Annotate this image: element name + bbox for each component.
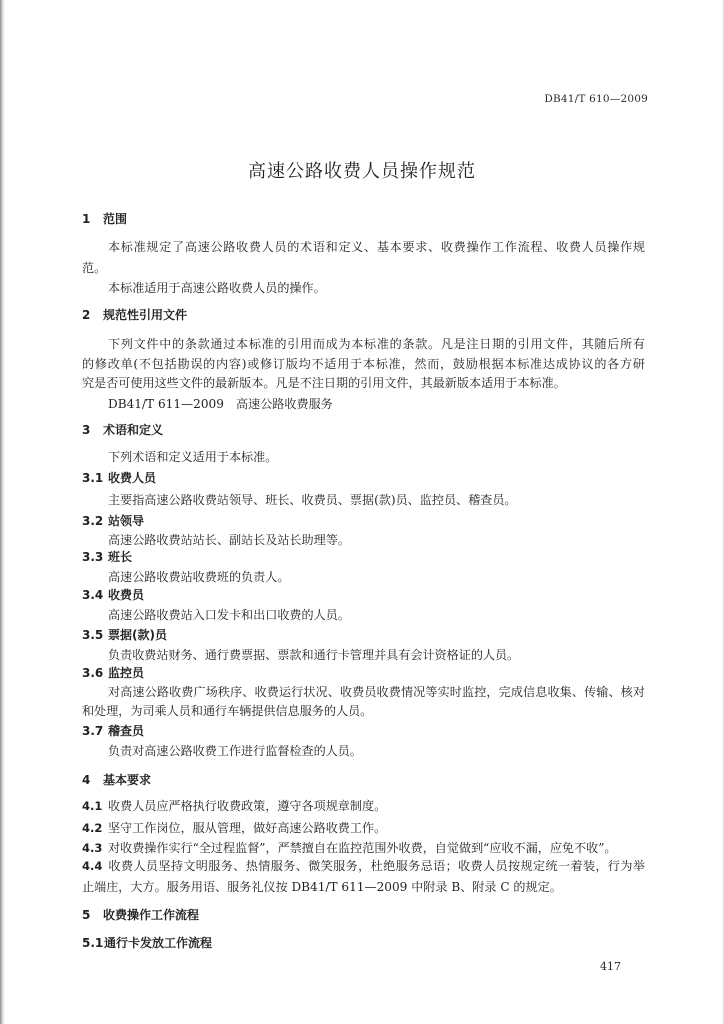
term-heading [82, 625, 645, 645]
term-heading [82, 468, 645, 488]
term-heading [82, 547, 645, 567]
item-number: 4.2 [82, 821, 103, 835]
section-number: 4 [82, 773, 91, 787]
section-heading-4 [82, 770, 645, 790]
item-text: 收费人员坚持文明服务、热情服务、微笑服务，杜绝服务忌语；收费人员按规定统一着装，行为举 [108, 859, 645, 873]
paragraph-line: 的修改单(不包括勘误的内容)或修订版均不适用于本标准，然而，鼓励根据本标准达成协议的各方研 [82, 356, 645, 371]
paragraph-line: 下列文件中的条款通过本标准的引用而成为本标准的条款。凡是注日期的引用文件，其随后所有 [108, 337, 645, 351]
subsection-heading [82, 933, 645, 953]
item-text: 对收费操作实行“全过程监督”，严禁擅自在监控范围外收费，自觉做到“应收不漏，应免不收”。 [108, 841, 617, 855]
paragraph-line: 本标准适用于高速公路收费人员的操作。 [108, 281, 326, 295]
definition-line: 高速公路收费站收费班的负责人。 [108, 570, 290, 584]
section-heading-3 [82, 420, 645, 440]
page-number: 417 [600, 960, 621, 973]
section-title: 术语和定义 [103, 423, 164, 437]
section-number: 2 [82, 308, 91, 322]
definition-line: 高速公路收费站站长、副站长及站长助理等。 [108, 533, 350, 547]
item-text: 收费人员应严格执行收费政策，遵守各项规章制度。 [108, 799, 387, 813]
subsection-number: 5.1 [82, 936, 104, 950]
term-number: 3.4 [82, 588, 104, 602]
section-heading-1 [82, 209, 645, 229]
definition-line: 负责对高速公路收费工作进行监督检查的人员。 [108, 744, 362, 758]
item-number: 4.3 [82, 841, 103, 855]
term-definition [82, 683, 645, 721]
subsection-title: 通行卡发放工作流程 [104, 936, 213, 950]
section-heading-5 [82, 905, 645, 925]
section-title: 基本要求 [103, 773, 152, 787]
term-definition [82, 567, 645, 587]
section-title: 范围 [103, 212, 128, 226]
term-name: 班长 [108, 550, 133, 564]
paragraph [82, 447, 645, 467]
term-heading [82, 721, 645, 741]
section-heading-2 [82, 305, 645, 325]
term-name: 稽查员 [108, 724, 145, 738]
scan-binding-shadow [0, 0, 5, 1024]
paragraph [82, 278, 645, 298]
requirement-item [82, 856, 645, 898]
term-number: 3.6 [82, 666, 104, 680]
term-definition [82, 741, 645, 761]
paragraph-line: 本标准规定了高速公路收费人员的术语和定义、基本要求、收费操作工作流程、收费人员操作规 [108, 240, 645, 254]
requirement-item [82, 818, 645, 838]
term-heading [82, 663, 645, 683]
section-number: 1 [82, 212, 91, 226]
document-title: 高速公路收费人员操作规范 [248, 161, 476, 182]
paragraph [82, 335, 645, 394]
item-number: 4.4 [82, 859, 103, 873]
paragraph-line: 究是否可使用这些文件的最新版本。凡是不注日期的引用文件，其最新版本适用于本标准。 [82, 376, 566, 390]
term-number: 3.3 [82, 550, 104, 564]
reference-text: DB41/T 611—2009 高速公路收费服务 [108, 397, 333, 411]
definition-line: 对高速公路收费广场秩序、收费运行状况、收费员收费情况等实时监控，完成信息收集、传输、核对 [108, 685, 645, 699]
term-number: 3.5 [82, 628, 104, 642]
term-number: 3.7 [82, 724, 104, 738]
definition-line: 负责收费站财务、通行费票据、票款和通行卡管理并具有会计资格证的人员。 [108, 648, 520, 662]
paragraph-line: 范。 [82, 261, 107, 275]
definition-line: 高速公路收费站入口发卡和出口收费的人员。 [108, 608, 350, 622]
term-name: 站领导 [108, 514, 145, 528]
requirement-item [82, 796, 645, 816]
section-number: 3 [82, 423, 91, 437]
reference-entry [82, 394, 645, 414]
section-number: 5 [82, 908, 91, 922]
term-definition [82, 605, 645, 625]
section-title: 收费操作工作流程 [103, 908, 200, 922]
term-definition [82, 645, 645, 665]
definition-line: 主要指高速公路收费站领导、班长、收费员、票据(款)员、监控员、稽查员。 [108, 493, 517, 507]
item-number: 4.1 [82, 799, 103, 813]
term-heading [82, 585, 645, 605]
term-number: 3.1 [82, 471, 104, 485]
requirement-item [82, 838, 645, 858]
term-heading [82, 511, 645, 531]
term-definition [82, 490, 645, 510]
term-name: 收费人员 [108, 471, 157, 485]
item-text: 坚守工作岗位，服从管理，做好高速公路收费工作。 [108, 821, 387, 835]
definition-line: 和处理，为司乘人员和通行车辆提供信息服务的人员。 [82, 704, 373, 718]
paragraph [82, 237, 645, 279]
section-title: 规范性引用文件 [103, 308, 188, 322]
document-code-header: DB41/T 610—2009 [544, 93, 648, 105]
term-name: 收费员 [108, 588, 145, 602]
term-name: 票据(款)员 [108, 628, 167, 642]
term-number: 3.2 [82, 514, 104, 528]
paragraph-line: 下列术语和定义适用于本标准。 [108, 450, 278, 464]
item-text: 止端庄，大方。服务用语、服务礼仪按 DB41/T 611—2009 中附录 B、附录 C 的规定。 [82, 880, 562, 894]
term-name: 监控员 [108, 666, 145, 680]
